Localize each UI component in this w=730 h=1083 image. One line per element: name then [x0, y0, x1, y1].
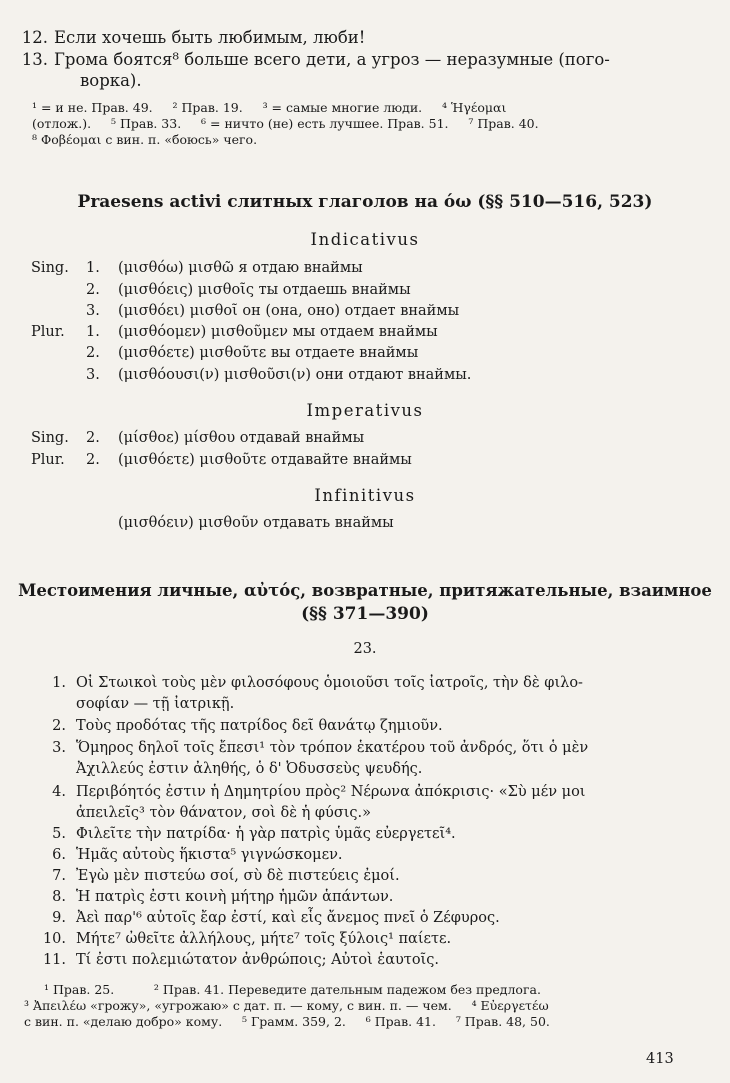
- conjugation-form: (μισθόομεν) μισθοῦμεν мы отдаем внаймы: [118, 324, 438, 340]
- conjugation-form: (μισθόετε) μισθοῦτε вы отдаете внаймы: [118, 345, 419, 361]
- section-heading-paragraphs: (§§ 371—390): [301, 604, 429, 624]
- person: 2.: [86, 452, 100, 468]
- list-number: 1.: [52, 675, 66, 691]
- grammatical-number: Sing.: [31, 430, 69, 446]
- list-number: 7.: [52, 868, 66, 884]
- list-number: 10.: [42, 931, 66, 947]
- conjugation-form: (μισθόετε) μισθοῦτε отдавайте внаймы: [118, 452, 412, 468]
- list-number: 12.: [21, 28, 48, 47]
- person: 2.: [86, 345, 100, 361]
- list-number: 11.: [42, 952, 66, 968]
- person: 1.: [86, 260, 100, 276]
- exercise-sentence: Ἀεὶ παρ'⁶ αὐτοῖς ἔαρ ἐστί, καὶ εἷς ἄνεμος πνεῖ ὁ Ζέφυρος.: [76, 910, 500, 926]
- subheading-imperativus: Imperativus: [306, 401, 424, 420]
- list-number: 8.: [52, 889, 66, 905]
- section-heading: Местоимения личные, αὐτός, возвратные, притяжательные, взаимное: [18, 581, 712, 600]
- footnote-line: ⁸ Φοβέομαι с вин. п. «боюсь» чего.: [32, 132, 258, 147]
- exercise-sentence: Οἱ Στωικοὶ τοὺς μὲν φιλοσόφους ὁμοιοῦσι τοῖς ἰατροῖς, τὴν δὲ φιλο-: [76, 675, 583, 691]
- infinitive-form: (μισθόειν) μισθοῦν отдавать внаймы: [118, 515, 394, 531]
- person: 2.: [86, 430, 100, 446]
- exercise-sentence: Ἀχιλλεύς ἐστιν ἀληθής, ὁ δ' Ὀδυσσεὺς ψευδής.: [76, 761, 423, 777]
- exercise-sentence: Ὅμηρος δηλοῖ τοῖς ἔπεσι¹ τὸν τρόπον ἑκατέρου τοῦ ἀνδρός, ὅτι ὁ μὲν: [76, 740, 589, 756]
- person: 3.: [86, 367, 100, 383]
- page-number: 413: [646, 1051, 674, 1067]
- footnote-line: ³ Ἀπειλέω «грожу», «угрожаю» с дат. п. — кому, с вин. п. — чем. ⁴ Εὐεργετέω: [24, 998, 549, 1013]
- conjugation-form: (μισθόω) μισθῶ я отдаю внаймы: [118, 260, 363, 276]
- exercise-sentence: Τοὺς προδότας τῆς πατρίδος δεῖ θανάτῳ ζημιοῦν.: [76, 718, 443, 734]
- list-item-text: ворка).: [80, 71, 142, 90]
- person: 1.: [86, 324, 100, 340]
- list-number: 13.: [21, 50, 48, 69]
- footnote-line: ¹ Прав. 25. ² Прав. 41. Переведите дательным падежом без предлога.: [44, 982, 541, 997]
- list-number: 9.: [52, 910, 66, 926]
- exercise-sentence: Ἡ πατρὶς ἐστι κοινὴ μήτηρ ἡμῶν ἁπάντων.: [76, 889, 394, 905]
- exercise-sentence: Ἐγὼ μὲν πιστεύω σοί, σὺ δὲ πιστεύεις ἐμοί.: [76, 868, 400, 884]
- list-number: 2.: [52, 718, 66, 734]
- exercise-sentence: σοφίαν — τῇ ἰατρικῇ.: [76, 696, 235, 712]
- footnote-line: (отлож.). ⁵ Прав. 33. ⁶ = ничто (не) есть лучшее. Прав. 51. ⁷ Прав. 40.: [32, 116, 539, 131]
- grammatical-number: Plur.: [31, 324, 65, 340]
- list-number: 3.: [52, 740, 66, 756]
- footnote-line: ¹ = и не. Прав. 49. ² Прав. 19. ³ = самые многие люди. ⁴ Ἡγέομαι: [32, 100, 507, 115]
- person: 3.: [86, 303, 100, 319]
- section-heading: Praesens activi слитных глаголов на όω (§§ 510—516, 523): [77, 192, 653, 212]
- grammatical-number: Plur.: [31, 452, 65, 468]
- subheading-infinitivus: Infinitivus: [314, 486, 416, 505]
- exercise-sentence: Τί ἐστι πολεμιώτατον ἀνθρώποις; Αὐτοὶ ἑαυτοῖς.: [76, 952, 439, 968]
- conjugation-form: (μίσθοε) μίσθου отдавай внаймы: [118, 430, 365, 446]
- exercise-number: 23.: [353, 641, 377, 657]
- exercise-sentence: Περιβόητός ἐστιν ἡ Δημητρίου πρὸς² Νέρωνα ἀπόκρισις· «Σὺ μέν μοι: [76, 784, 586, 800]
- exercise-sentence: ἀπειλεῖς³ τὸν θάνατον, σοὶ δὲ ἡ φύσις.»: [76, 805, 372, 821]
- exercise-sentence: Μήτε⁷ ὠθεῖτε ἀλλήλους, μήτε⁷ τοῖς ξύλοις¹ παίετε.: [76, 931, 452, 947]
- list-item-text: Если хочешь быть любимым, люби!: [54, 28, 366, 47]
- list-item-text: Грома боятся⁸ больше всего дети, а угроз — неразумные (пого-: [54, 50, 610, 69]
- person: 2.: [86, 282, 100, 298]
- list-number: 6.: [52, 847, 66, 863]
- conjugation-form: (μισθόει) μισθοῖ он (она, оно) отдает внаймы: [118, 303, 460, 319]
- list-number: 5.: [52, 826, 66, 842]
- conjugation-form: (μισθόεις) μισθοῖς ты отдаешь внаймы: [118, 282, 411, 298]
- subheading-indicativus: Indicativus: [310, 230, 420, 249]
- footnote-line: с вин. п. «делаю добро» кому. ⁵ Грамм. 359, 2. ⁶ Прав. 41. ⁷ Прав. 48, 50.: [24, 1014, 550, 1029]
- list-number: 4.: [52, 784, 66, 800]
- exercise-sentence: Φιλεῖτε τὴν πατρίδα· ἡ γὰρ πατρὶς ὑμᾶς εὐεργετεῖ⁴.: [76, 826, 456, 842]
- exercise-sentence: Ἡμᾶς αὐτοὺς ἥκιστα⁵ γιγνώσκομεν.: [76, 847, 343, 863]
- conjugation-form: (μισθόουσι(ν) μισθοῦσι(ν) они отдают внаймы.: [118, 367, 472, 383]
- grammatical-number: Sing.: [31, 260, 69, 276]
